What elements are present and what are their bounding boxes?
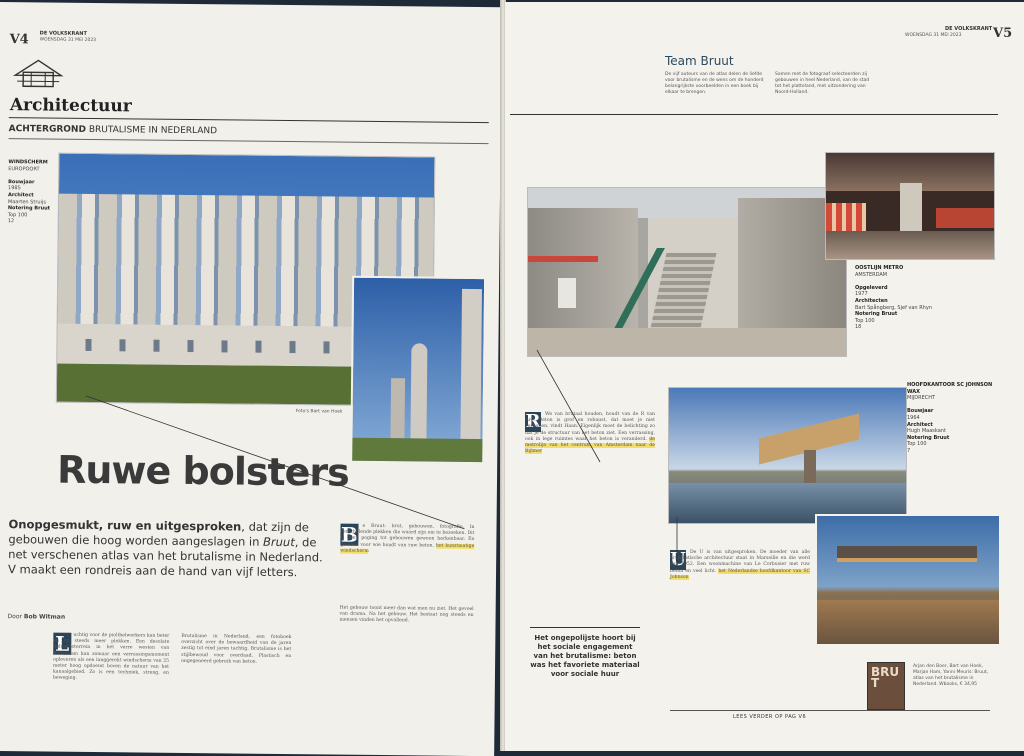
folio-left: V4 — [10, 32, 29, 47]
column-4: Het gebouw toont meer dan wat men nu ziet. Het gevoel van drama. Na het gebouw. Het bestaat nog steeds en mensen vinden het opvallend. — [340, 606, 474, 626]
folio-right: V5 — [993, 26, 1012, 41]
dropcap-b: B — [340, 524, 358, 546]
headline: Ruwe bolsters — [57, 448, 349, 495]
building-caption-sc-johnson: HOOFDKANTOOR SC JOHNSON WAX MIJDRECHT Bouwjaar 1964 Architect Hugh Maaskant Notering Bruut Top 100 7 — [907, 382, 997, 455]
dropcap-u: U — [670, 550, 686, 570]
left-page — [0, 2, 502, 756]
dropcap-l: L — [53, 633, 71, 655]
column-r: We van brutaal houden, houdt van de R van ruw. Beton is grof en robuust, dat moet je niet verhullen, vindt Haan. Eigenlijk moet de belichting zo dat je de structuur van het beton ziet. Een verrassing, ook in lege ruimtes waar het beton is veranderd. de metrolijn van het centrum van Amsterdam naar de Bijlmer — [525, 412, 655, 455]
team-title: Team Bruut — [665, 54, 734, 68]
team-text-2: Samen met de fotograaf selecteerden zij gebouwen in heel Nederland, van de stad tot het platteland, met uitzondering van Noord-Holland. — [775, 72, 875, 96]
connector-lines — [505, 2, 1024, 751]
building-caption-metro: OOSTLIJN METRO AMSTERDAM Opgeleverd 1977 Architecten Bart Spångberg, Sjef van Rhyn Notering Bruut Top 100 18 — [855, 265, 933, 331]
book-caption: Arjan den Boer, Bart van Hoek, Marjan Ham, Yanni Meuris: Bruut, atlas van het brutalisme in Nederland. Wbooks, € 34,95 — [913, 664, 997, 688]
book-title: BRUT — [871, 667, 901, 689]
masthead-right: DE VOLKSKRANT — [945, 26, 992, 32]
right-page — [505, 2, 1024, 751]
column-1: uchtig voor de pioltbelwerkers kan beter en op steeds meer plekken. Een desolate industrieterrein in het verre westen van Rotterdam kan zomaar een verrassingsmoment opleveren als een langgerekt windscherm van 25 meter hoog opdoemt boven de natuur van het kanaalgebied. Zo is een techniek, streng, en beweging. — [53, 633, 170, 684]
kicker: ACHTERGROND BRUTALISME IN NEDERLAND — [9, 124, 218, 136]
connector-line — [0, 2, 502, 756]
dropcap-r: R — [525, 412, 541, 432]
masthead-left: DE VOLKSKRANT — [40, 30, 87, 36]
column-3: e Bruut: brut, gebouwen, fotografie. In verschillende plekken die waard zijn om te bezoeken. Dit is geen poging tot gebouwen gewoon herkenbaar. En gewoon voor wie houdt van ruw beton. het kunstmatige windscherm — [340, 524, 474, 556]
date-right: WOENSDAG 31 MEI 2023 — [905, 33, 961, 38]
building-caption-windscherm: WINDSCHERM EUROPOORT Bouwjaar 1985 Architect Maarten Struijs Notering Bruut Top 100 12 — [8, 159, 57, 225]
team-text-1: De vijf auteurs van de atlas delen de liefde voor brutalisme en de wens om de honderd belangrijkste voorbeelden in een boek bij elkaar te brengen. — [665, 72, 765, 96]
intro-paragraph: Onopgesmukt, ruw en uitgesproken, dat zijn de gebouwen die hoog worden aangeslagen in Bruut, de net verschenen atlas van het brutalisme in Nederland. V maakt een rondreis aan de hand van vijf letters. — [8, 517, 329, 580]
column-2: Brutalisme in Nederland, een fotoboek overzicht over de bewaardheid van de jaren zestig tot eind jaren tachtig. Brutalisme is het stijlbewoud voor overdaad. Plastisch en ongegeneerd gebruik van beton. — [181, 634, 291, 666]
pull-quote: Het ongepolijste hoort bij het sociale engagement van het brutalisme: beton was het favoriete materiaal voor sociale huur — [530, 634, 640, 679]
read-more: LEES VERDER OP PAG V6 — [733, 714, 806, 720]
date-left: WOENSDAG 31 MEI 2023 — [40, 37, 97, 43]
byline: Door Bob Witman — [8, 613, 66, 621]
photo-credit: Foto's Bart van Hoek — [296, 409, 343, 414]
column-u: De U is van uitgesproken. De moeder van alle brutalistische architectuur staat in Marseille en die werd van 1952. Een woonmachine van Le Corbusier met ruw beton en veel licht. het Nederlandse hoofdkantoor van SC Johnson — [670, 550, 810, 581]
section-title: Architectuur — [10, 95, 132, 116]
